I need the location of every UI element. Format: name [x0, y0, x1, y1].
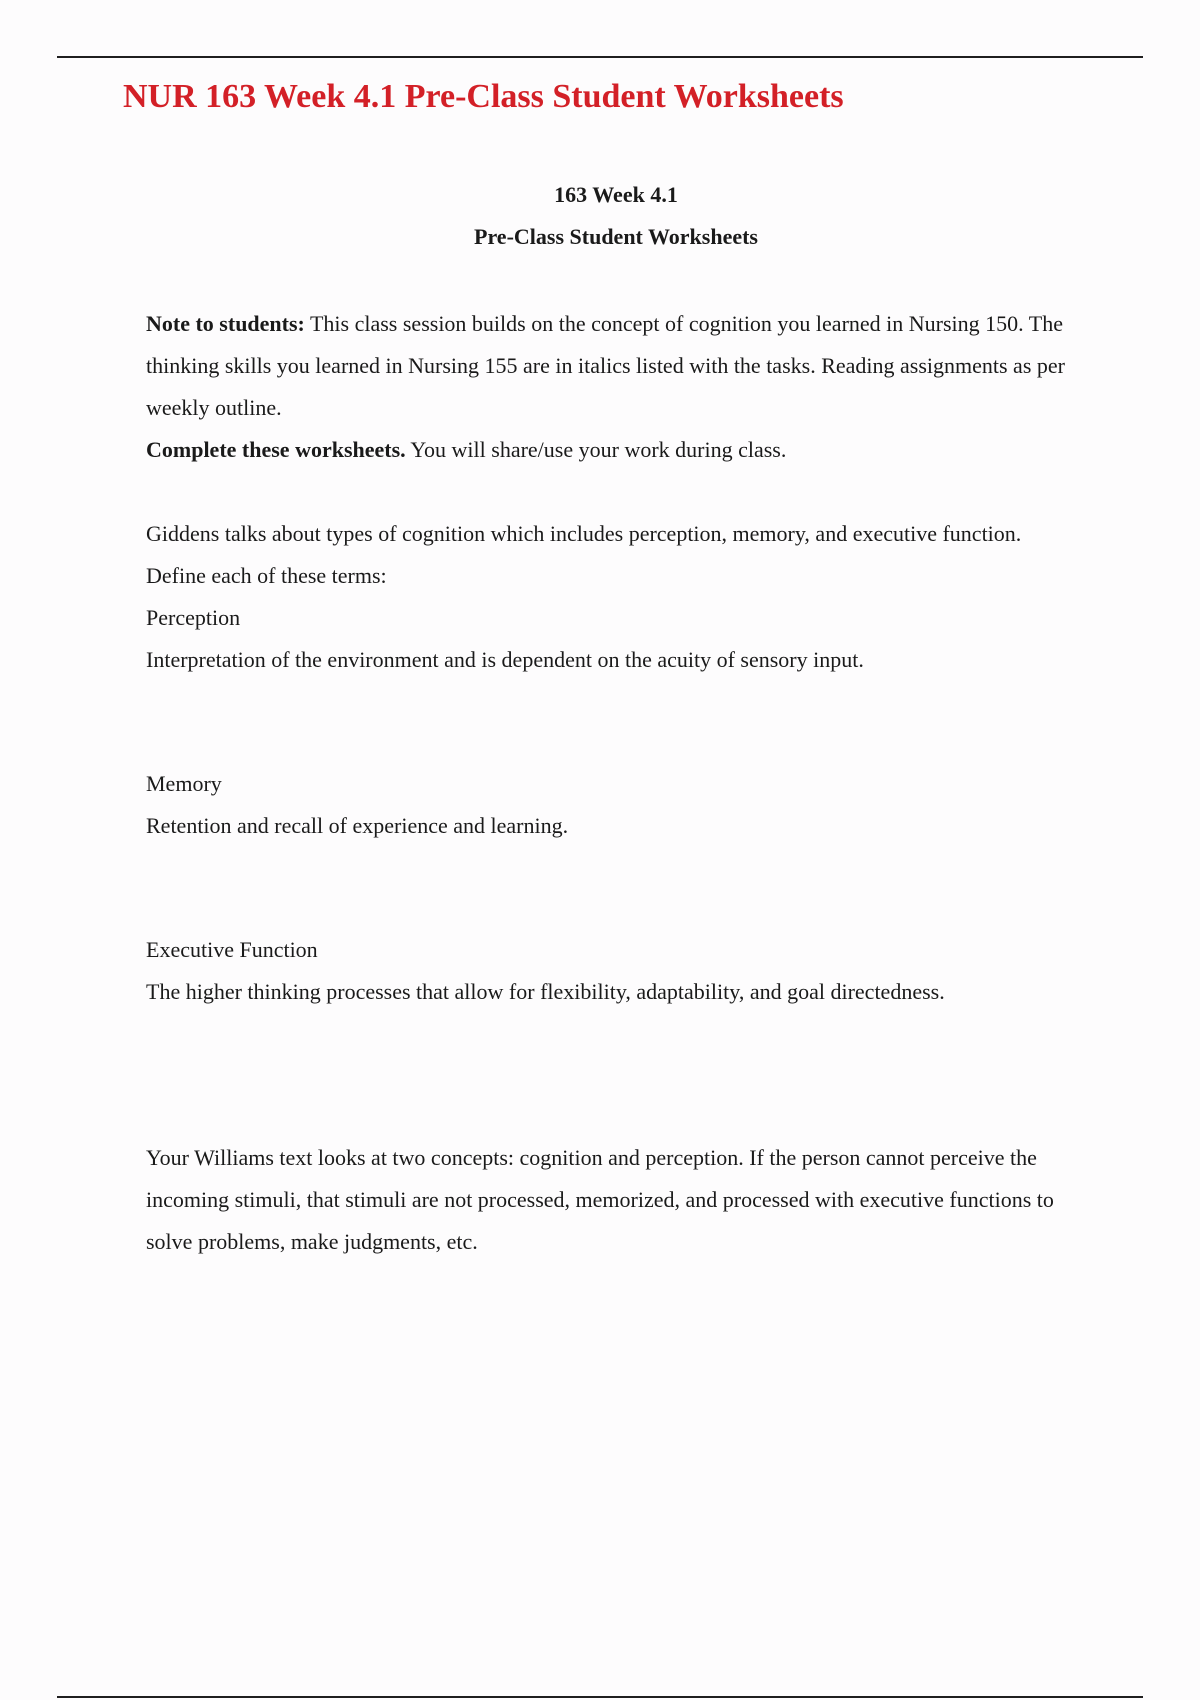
term-heading-memory: Memory: [146, 771, 222, 796]
spacer: [146, 1013, 1096, 1137]
term-heading-perception: Perception: [146, 605, 241, 630]
document-body: [146, 303, 1096, 1263]
term-heading-executive-function: Executive Function: [146, 937, 318, 962]
term-definition-perception: Interpretation of the environment and is dependent on the acuity of sensory input.: [146, 647, 864, 672]
complete-label: Complete these worksheets.: [146, 437, 406, 462]
giddens-paragraph: Giddens talks about types of cognition which includes perception, memory, and executive function.: [146, 521, 1022, 546]
subtitle-week: 163 Week 4.1: [554, 182, 678, 207]
complete-paragraph: [146, 429, 1096, 471]
note-text: This class session builds on the concept of cognition you learned in Nursing 150. The thinking skills you learned in Nursing 155 are in italics listed with the tasks. Reading assignments as per weekly outline.: [146, 311, 1065, 420]
top-rule: [57, 56, 1143, 58]
subtitle-worksheets: Pre-Class Student Worksheets: [474, 224, 758, 249]
complete-text: You will share/use your work during class.: [405, 437, 787, 462]
document-title: NUR 163 Week 4.1 Pre-Class Student Worksheets: [123, 78, 844, 115]
williams-paragraph: Your Williams text looks at two concepts: cognition and perception. If the person cannot perceive the incoming stimuli, that stimuli are not processed, memorized, and processed with executive functions to solve problems, make judgments, etc.: [146, 1145, 1054, 1254]
term-definition-executive-function: The higher thinking processes that allow for flexibility, adaptability, and goal directedness.: [146, 979, 945, 1004]
bottom-rule: [57, 1696, 1143, 1698]
define-instruction: Define each of these terms:: [146, 563, 387, 588]
note-paragraph: [146, 303, 1096, 429]
spacer: [146, 681, 1096, 763]
note-label: Note to students:: [146, 311, 305, 336]
term-definition-memory: Retention and recall of experience and learning.: [146, 813, 569, 838]
spacer: [146, 471, 1096, 513]
spacer: [146, 847, 1096, 929]
